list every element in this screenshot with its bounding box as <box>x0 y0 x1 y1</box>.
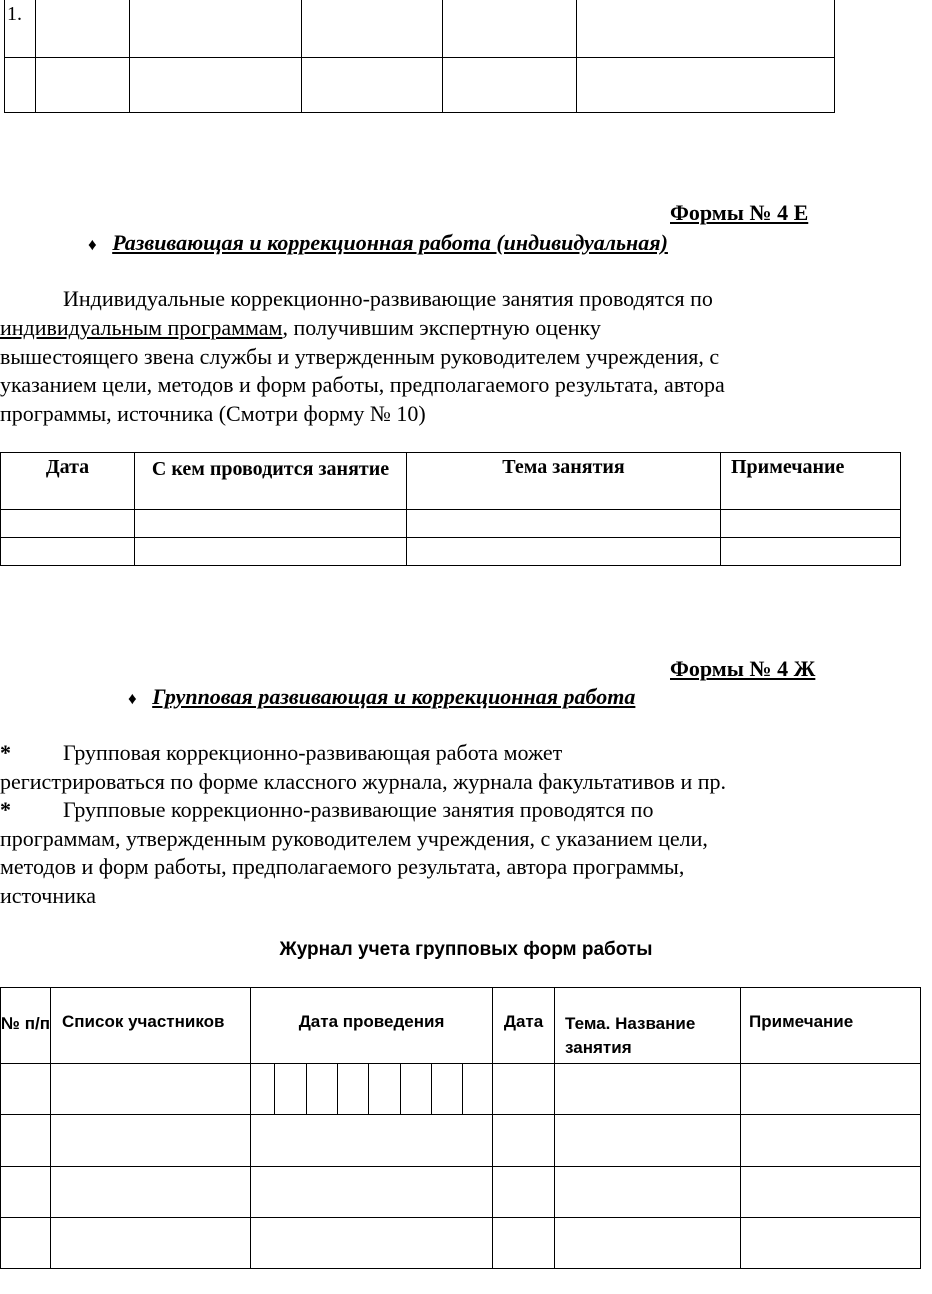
table-cell <box>407 510 721 538</box>
text-line: источника <box>0 883 97 908</box>
table-cell <box>5 58 36 113</box>
table-row <box>1 1064 921 1115</box>
form-label: Формы № 4 Е <box>670 200 809 225</box>
text-line: программы, источника (Смотри форму № 10) <box>0 401 426 426</box>
asterisk-bullet: * <box>0 740 11 765</box>
form-label: Формы № 4 Ж <box>670 656 816 681</box>
header-number: № п/п <box>1 988 51 1064</box>
underlined-text: индивидуальным программам <box>0 315 283 340</box>
individual-work-table <box>0 452 901 566</box>
table-cell <box>36 0 130 58</box>
diamond-bullet-icon: ♦ <box>128 689 137 708</box>
table-cell <box>577 0 835 58</box>
heading-text: Развивающая и коррекционная работа (индивидуальная) <box>112 230 668 255</box>
table-cell <box>130 58 302 113</box>
diamond-bullet-icon: ♦ <box>88 235 97 254</box>
table-cell <box>443 58 577 113</box>
section-heading <box>128 684 635 710</box>
group-journal-table <box>0 987 921 1269</box>
table-cell <box>302 0 443 58</box>
text-line: вышестоящего звена службы и утвержденным руководителем учреждения, с <box>0 344 720 369</box>
text-line: указанием цели, методов и форм работы, предполагаемого результата, автора <box>0 372 725 397</box>
header-with-whom: С кем проводится занятие <box>135 453 407 510</box>
top-table <box>4 0 835 113</box>
text-line: Индивидуальные коррекционно-развивающие занятия проводятся по <box>63 286 713 311</box>
table-row <box>1 1218 921 1269</box>
table-cell <box>130 0 302 58</box>
text-line: методов и форм работы, предполагаемого результата, автора программы, <box>0 854 685 879</box>
table-cell <box>1 510 135 538</box>
table-cell <box>302 58 443 113</box>
header-date: Дата <box>1 453 135 510</box>
table-cell <box>5 0 36 58</box>
table-cell <box>36 58 130 113</box>
table-row <box>1 1115 921 1167</box>
group-notes <box>0 740 816 910</box>
table-cell <box>135 538 407 566</box>
header-date-held: Дата проведения <box>251 988 493 1064</box>
header-note: Примечание <box>741 988 921 1064</box>
paragraph-individual <box>0 286 816 436</box>
header-participants: Список участников <box>51 988 251 1064</box>
header-note: Примечание <box>721 453 901 510</box>
text-line: Групповая коррекционно-развивающая работа может <box>63 740 563 765</box>
table-cell <box>407 538 721 566</box>
header-topic: Тема занятия <box>407 453 721 510</box>
header-topic: Тема. Название занятия <box>555 988 741 1064</box>
text-line: регистрироваться по форме классного журнала, журнала факультативов и пр. <box>0 769 726 794</box>
text-line <box>0 315 601 341</box>
header-date: Дата <box>493 988 555 1064</box>
journal-title: Журнал учета групповых форм работы <box>279 939 653 960</box>
table-cell <box>443 0 577 58</box>
asterisk-bullet: * <box>0 797 11 822</box>
text-line: программам, утвержденным руководителем учреждения, с указанием цели, <box>0 826 708 851</box>
table-cell <box>1 538 135 566</box>
heading-text: Групповая развивающая и коррекционная работа <box>152 684 636 709</box>
table-cell <box>577 58 835 113</box>
section-heading <box>88 230 668 256</box>
table-cell <box>721 510 901 538</box>
table-row <box>1 1167 921 1218</box>
text-span: , получившим экспертную оценку <box>282 315 601 340</box>
row-number: 1. <box>7 3 22 25</box>
table-cell <box>135 510 407 538</box>
table-cell <box>721 538 901 566</box>
text-line: Групповые коррекционно-развивающие занятия проводятся по <box>63 797 654 822</box>
